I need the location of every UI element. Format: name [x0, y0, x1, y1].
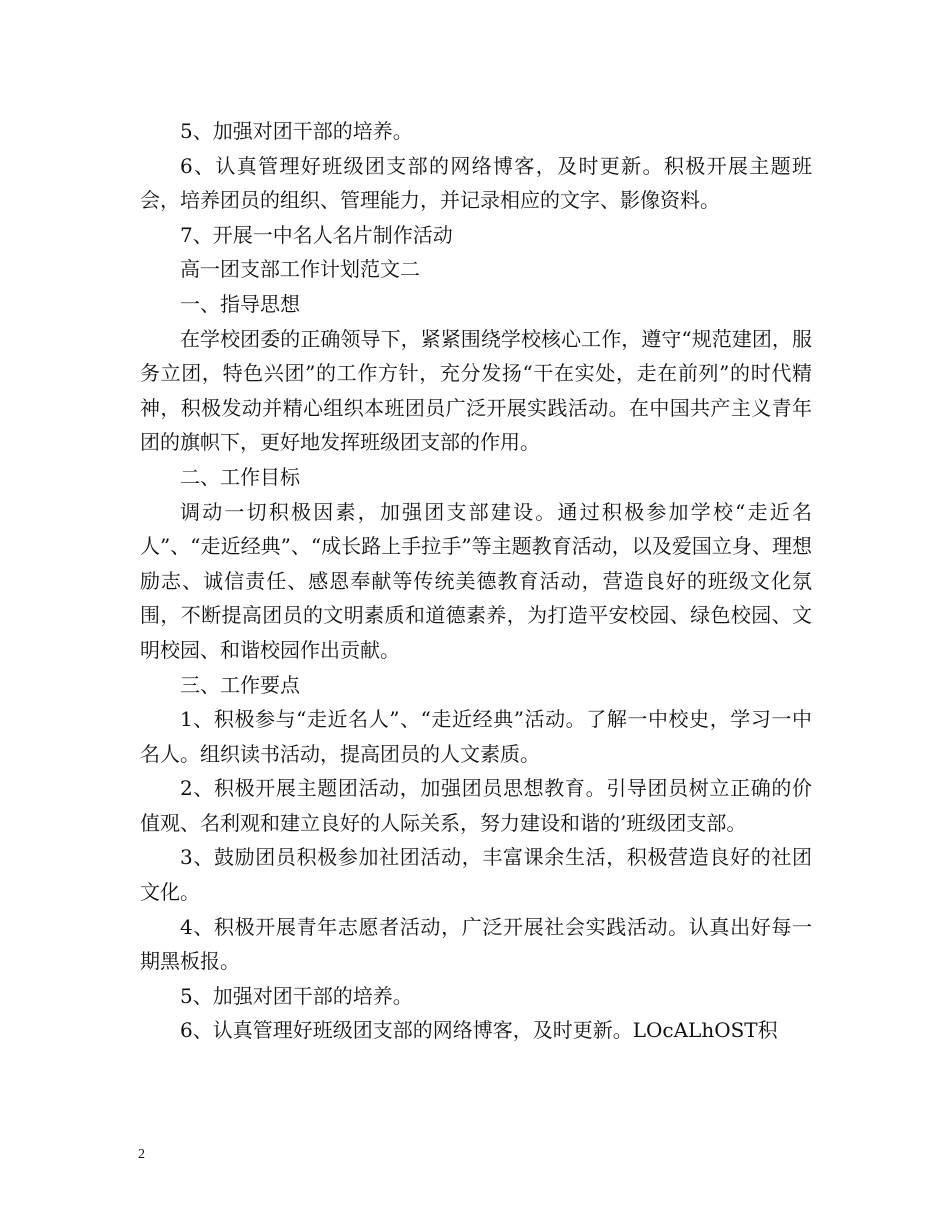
- document-body: [140, 114, 812, 1048]
- paragraph: 调动一切积极因素，加强团支部建设。通过积极参加学校“走近名人”、“走近经典”、“成长路上手拉手”等主题教育活动，以及爱国立身、理想励志、诚信责任、感恩奉献等传统美德教育活动，营造良好的班级文化氛围，不断提高团员的文明素质和道德素养，为打造平安校园、绿色校园、文明校园、和谐校园作出贡献。: [140, 499, 812, 662]
- section-heading: 一、指导思想: [180, 291, 300, 316]
- paragraph: 7、开展一中名人名片制作活动: [180, 222, 453, 247]
- section-title: 高一团支部工作计划范文二: [180, 257, 420, 282]
- paragraph: 4、积极开展青年志愿者活动，广泛开展社会实践活动。认真出好每一期黑板报。: [140, 914, 812, 974]
- paragraph: 5、加强对团干部的培养。: [180, 983, 413, 1008]
- paragraph: 2、积极开展主题团活动，加强团员思想教育。引导团员树立正确的价值观、名利观和建立良好的人际关系，努力建设和谐的’班级团支部。: [140, 776, 812, 835]
- paragraph: 5、加强对团干部的培养。: [180, 119, 413, 143]
- paragraph: 3、鼓励团员积极参加社团活动，丰富课余生活，积极营造良好的社团文化。: [140, 845, 812, 905]
- paragraph: 在学校团委的正确领导下，紧紧围绕学校核心工作，遵守“规范建团，服务立团，特色兴团”的工作方针，充分发扬“干在实处，走在前列”的时代精神，积极发动并精心组织本班团员广泛开展实践活动。在中国共产主义青年团的旗帜下，更好地发挥班级团支部的作用。: [140, 326, 812, 455]
- section-heading: 三、工作要点: [180, 672, 300, 697]
- page-number: 2: [138, 1147, 145, 1162]
- paragraph: 6、认真管理好班级团支部的网络博客，及时更新。LOcALhOST积: [180, 1018, 778, 1043]
- section-heading: 二、工作目标: [180, 464, 300, 489]
- paragraph: 1、积极参与“走近名人”、“走近经典”活动。了解一中校史，学习一中名人。组织读书活动，提高团员的人文素质。: [140, 707, 812, 766]
- paragraph: 6、认真管理好班级团支部的网络博客，及时更新。积极开展主题班会，培养团员的组织、管理能力，并记录相应的文字、影像资料。: [140, 153, 812, 213]
